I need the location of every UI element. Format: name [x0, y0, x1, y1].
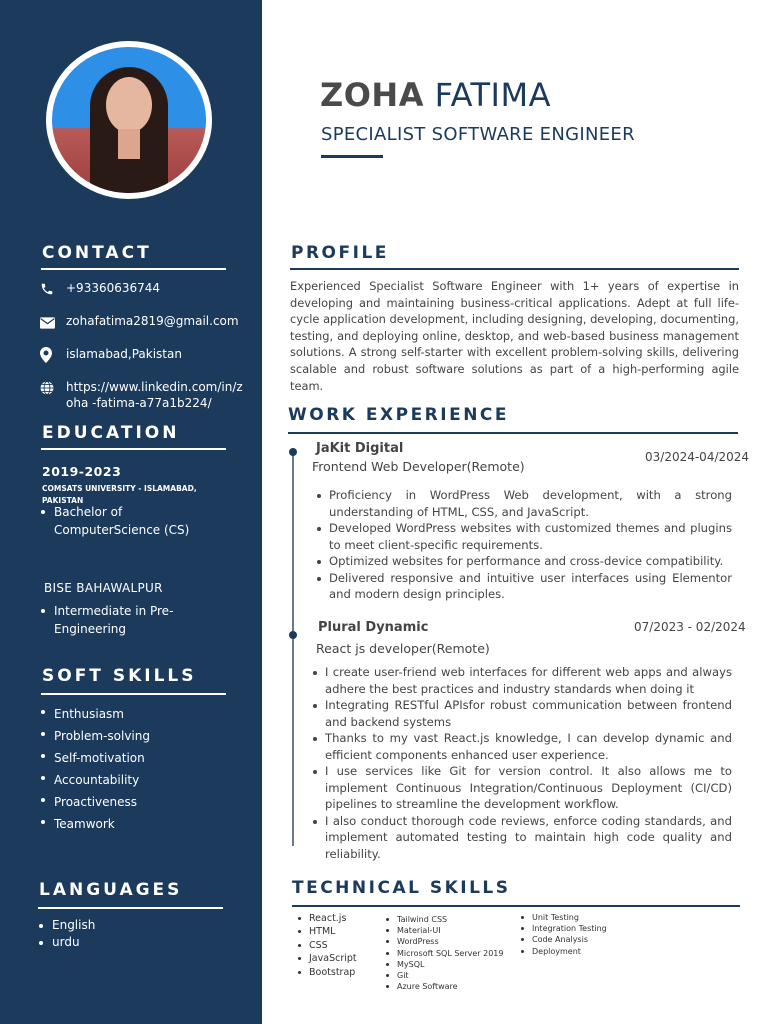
job-bullet: Proficiency in WordPress Web development, with a strong understanding of HTML, CSS, and JavaScript.	[315, 487, 732, 520]
contact-linkedin	[40, 379, 248, 411]
timeline-line	[292, 452, 294, 846]
tech-skill-item: Microsoft SQL Server 2019	[384, 948, 503, 959]
tech-skill-item: Azure Software	[384, 981, 503, 992]
timeline-dot	[289, 448, 297, 456]
intermediate-list	[40, 602, 190, 638]
board-name: BISE BAHAWALPUR	[44, 581, 163, 595]
intermediate-item: Intermediate in Pre-Engineering	[40, 602, 190, 638]
job-bullet: Integrating RESTful APIsfor robust communication between frontend and backend systems	[311, 697, 732, 730]
education-years: 2019-2023	[42, 464, 122, 479]
job-bullet: I use services like Git for version control. It also allows me to implement Continuous Integration/Continuous Deployment (CI/CD) pipelines to streamline the development workflow.	[311, 763, 732, 813]
soft-skill-item: Proactiveness	[40, 791, 150, 813]
job-bullet: I also conduct thorough code reviews, enforce coding standards, and implement automated testing to maintain high code quality and reliability.	[311, 813, 732, 863]
job-bullets	[315, 487, 732, 603]
first-name: ZOHA	[320, 76, 424, 114]
job-bullet: I create user-friend web interfaces for different web apps and always adhere the best practices and industry standards when doing it	[311, 664, 732, 697]
title-underline	[321, 155, 383, 158]
envelope-icon	[40, 314, 56, 328]
tech-skill-item: Bootstrap	[296, 966, 357, 979]
contact-heading: CONTACT	[42, 243, 152, 263]
contact-location	[40, 346, 250, 362]
tech-skill-item: Code Analysis	[519, 934, 607, 945]
soft-skill-item: Teamwork	[40, 813, 150, 835]
contact-phone	[40, 280, 250, 296]
tech-skill-item: JavaScript	[296, 952, 357, 965]
profile-heading: PROFILE	[291, 243, 389, 263]
tech-skill-item: WordPress	[384, 936, 503, 947]
degree-item: Bachelor of ComputerScience (CS)	[40, 503, 230, 539]
language-item: English	[38, 917, 95, 934]
work-experience-heading: WORK EXPERIENCE	[288, 405, 510, 425]
tech-skill-item: Deployment	[519, 946, 607, 957]
tech-skill-item: MySQL	[384, 959, 503, 970]
phone-number[interactable]: +93360636744	[66, 281, 161, 295]
languages-heading: LANGUAGES	[39, 880, 183, 900]
tech-skills-column-1	[296, 912, 357, 979]
languages-divider	[38, 907, 223, 909]
soft-skills-list	[40, 703, 150, 835]
sidebar	[0, 0, 262, 1024]
language-item: urdu	[38, 934, 95, 951]
degree-list	[40, 503, 230, 539]
tech-skill-item: Git	[384, 970, 503, 981]
job-dates: 07/2023 - 02/2024	[634, 620, 746, 634]
job-bullet: Delivered responsive and intuitive user interfaces using Elementor and modern design principles.	[315, 570, 732, 603]
job-bullet: Thanks to my vast React.js knowledge, I can develop dynamic and efficient components enhanced user experience.	[311, 730, 732, 763]
profile-divider	[290, 268, 739, 270]
soft-skill-item: Enthusiasm	[40, 703, 150, 725]
education-divider	[41, 448, 226, 450]
phone-icon	[40, 281, 56, 295]
education-heading: EDUCATION	[42, 423, 180, 443]
last-name: FATIMA	[434, 76, 551, 114]
tech-skills-column-2	[384, 914, 503, 992]
email-address[interactable]: zohafatima2819@gmail.com	[66, 314, 239, 328]
job-role: React js developer(Remote)	[316, 641, 490, 656]
map-pin-icon	[40, 347, 56, 361]
location-text: islamabad,Pakistan	[66, 347, 182, 361]
timeline-dot	[289, 631, 297, 639]
company-name: JaKit Digital	[316, 441, 404, 456]
soft-skill-item: Accountability	[40, 769, 150, 791]
linkedin-url[interactable]: https://www.linkedin.com/in/zoha -fatima-a77a1b224/	[66, 380, 243, 410]
technical-skills-divider	[292, 905, 740, 907]
profile-summary: Experienced Specialist Software Engineer with 1+ years of expertise in developing and maintaining business-critical applications. Adept at full life-cycle application development, including designing, developing, documenting, testing, and deploying online, desktop, and web-based business management solutions. A strong self-starter with excellent problem-solving skills, delivering scalable and robust software solutions as part of a high-performing agile team.	[290, 279, 739, 393]
tech-skill-item: Material-UI	[384, 925, 503, 936]
soft-skill-item: Problem-solving	[40, 725, 150, 747]
job-role: Frontend Web Developer(Remote)	[312, 459, 525, 474]
work-experience-divider	[288, 432, 738, 434]
job-dates: 03/2024-04/2024	[645, 450, 750, 464]
languages-list	[38, 917, 95, 951]
technical-skills-heading: TECHNICAL SKILLS	[292, 878, 511, 898]
job-title: SPECIALIST SOFTWARE ENGINEER	[321, 124, 635, 145]
tech-skill-item: Integration Testing	[519, 923, 607, 934]
contact-divider	[41, 268, 226, 270]
tech-skill-item: React.js	[296, 912, 357, 925]
job-bullets	[311, 664, 732, 862]
tech-skill-item: Tailwind CSS	[384, 914, 503, 925]
company-name: Plural Dynamic	[318, 620, 429, 635]
job-bullet: Optimized websites for performance and cross-device compatibility.	[315, 553, 732, 570]
soft-skills-divider	[41, 693, 226, 695]
contact-email	[40, 313, 250, 329]
soft-skills-heading: SOFT SKILLS	[42, 666, 197, 686]
tech-skills-column-3	[519, 912, 607, 957]
job-bullet: Developed WordPress websites with customized themes and plugins to meet client-specific requirements.	[315, 520, 732, 553]
profile-photo	[52, 47, 206, 193]
soft-skill-item: Self-motivation	[40, 747, 150, 769]
profile-photo-frame	[46, 41, 212, 199]
tech-skill-item: CSS	[296, 939, 357, 952]
university-name: COMSATS UNIVERSITY - ISLAMABAD, PAKISTAN	[42, 484, 197, 505]
tech-skill-item: Unit Testing	[519, 912, 607, 923]
tech-skill-item: HTML	[296, 925, 357, 938]
full-name	[320, 76, 551, 114]
globe-icon	[40, 380, 56, 394]
